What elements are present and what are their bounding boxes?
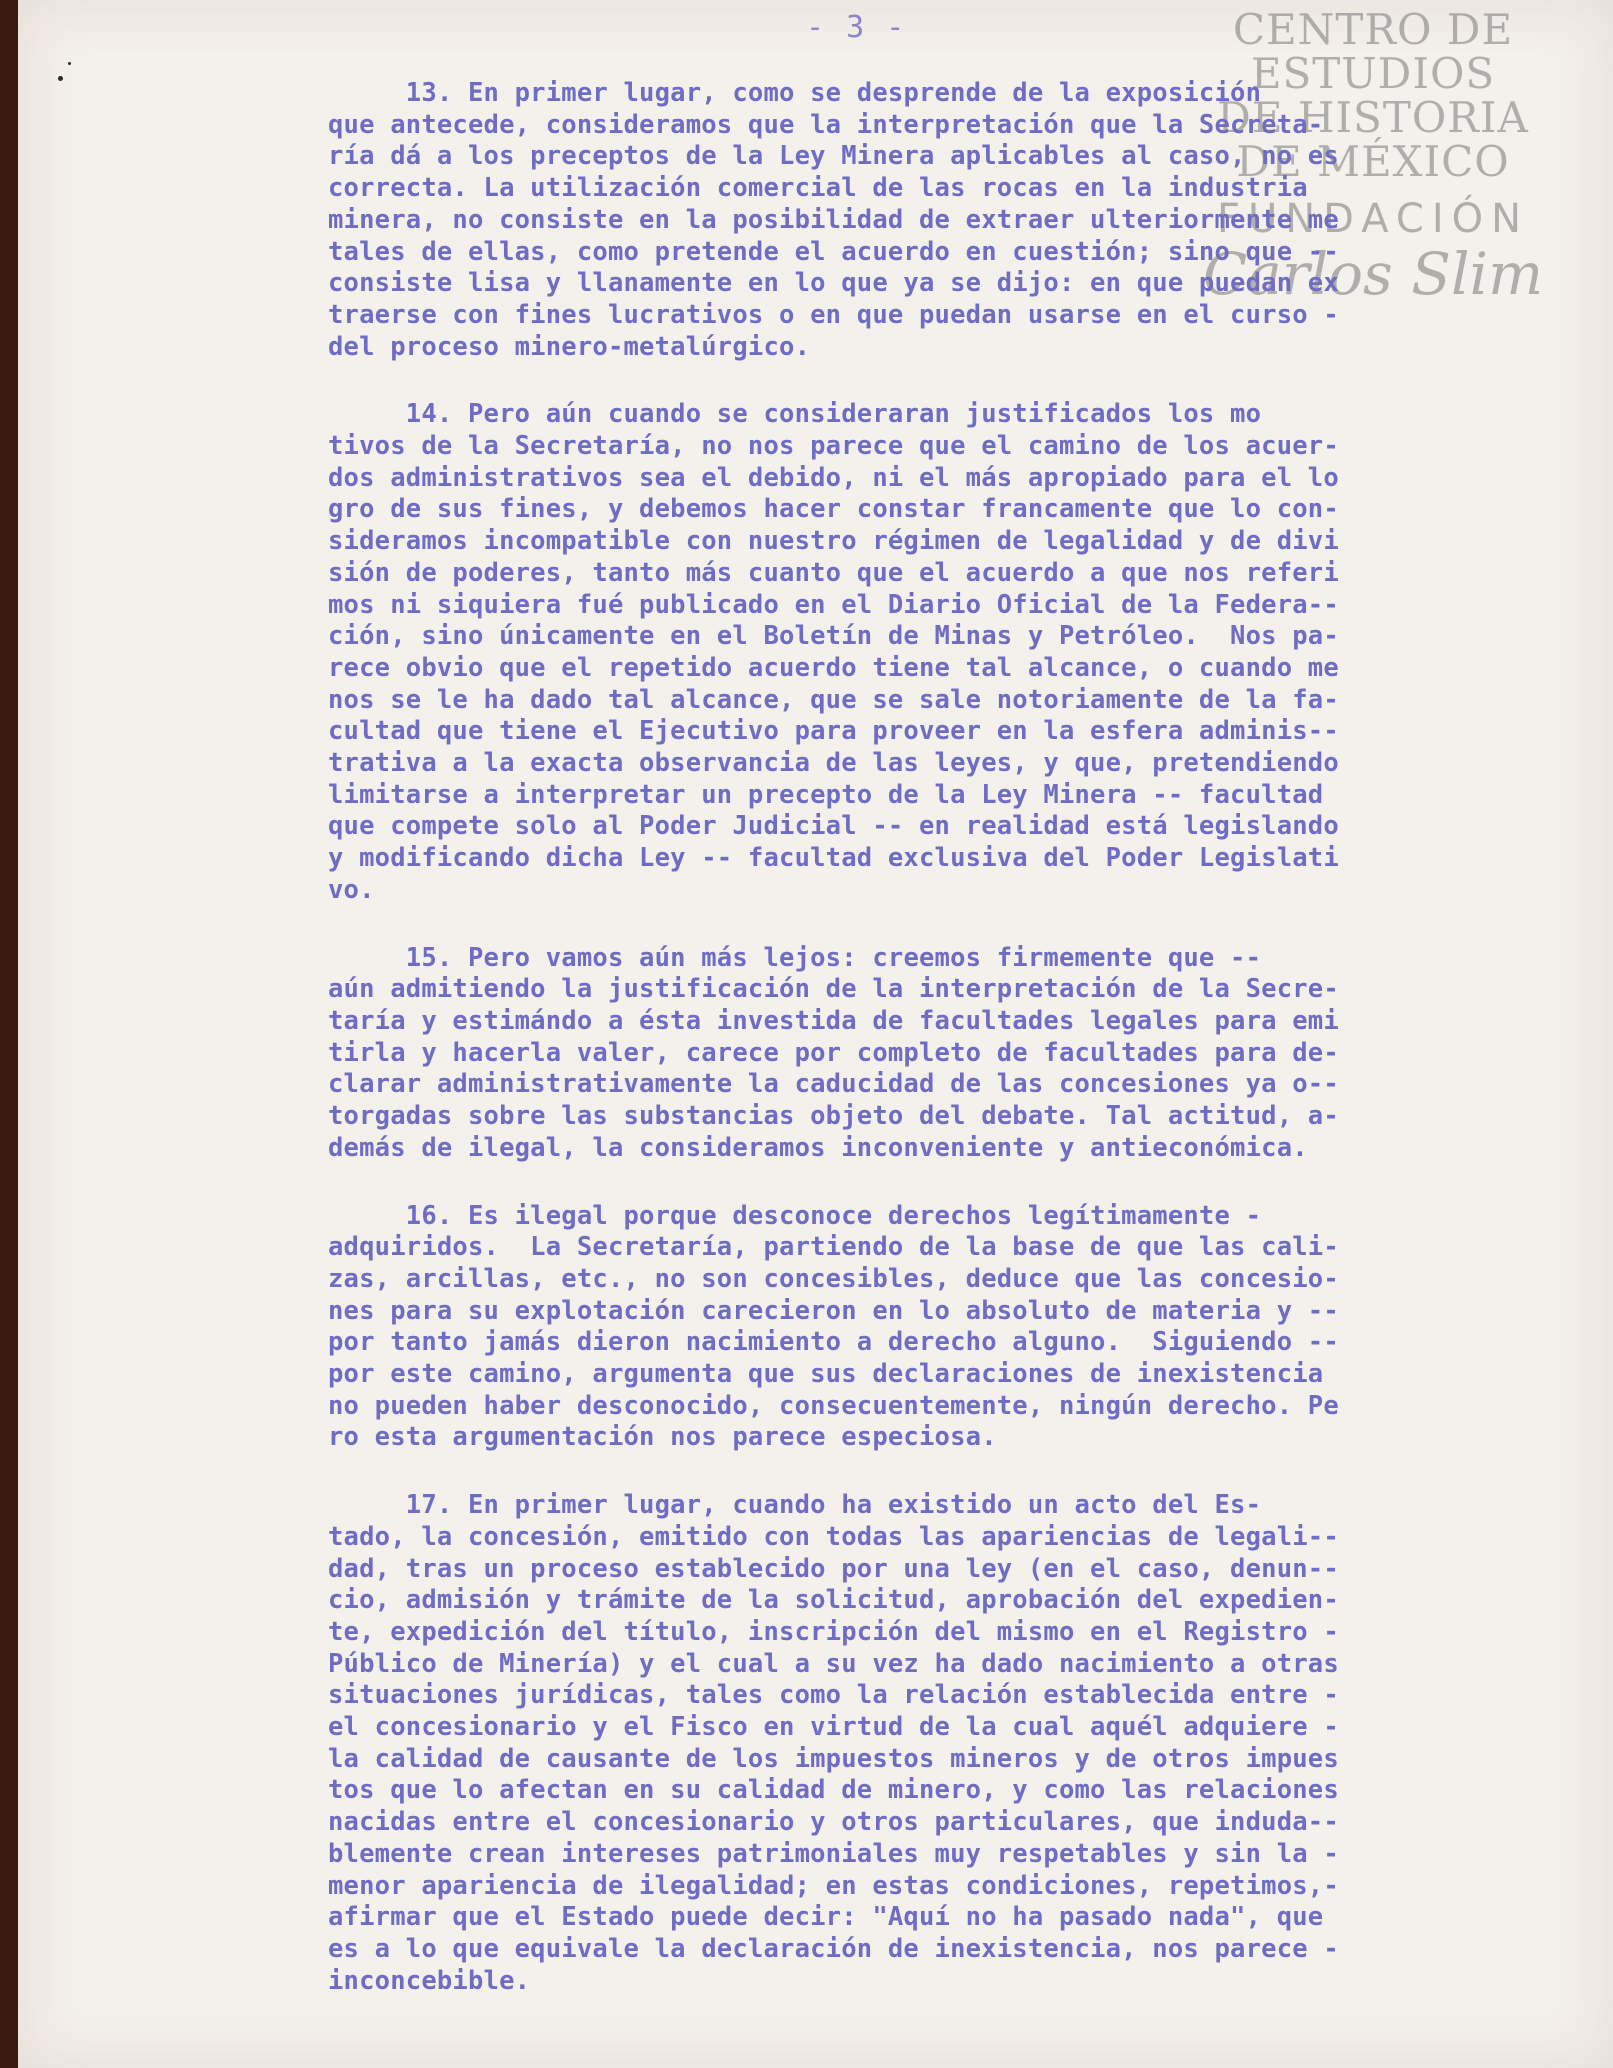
- watermark-line: DE MÉXICO: [1236, 137, 1510, 187]
- text-line: rece obvio que el repetido acuerdo tiene tal alcance, o cuando me: [328, 652, 1339, 683]
- text-line: 14. Pero aún cuando se consideraran justificados los mo: [328, 399, 1262, 430]
- text-line: tirla y hacerla valer, carece por completo de facultades para de-: [328, 1037, 1339, 1068]
- text-line: zas, arcillas, etc., no son concesibles, deduce que las concesio-: [328, 1263, 1339, 1294]
- paragraph-13: [328, 78, 1588, 363]
- text-line: torgadas sobre las substancias objeto del debate. Tal actitud, a-: [328, 1101, 1339, 1132]
- text-line: 13. En primer lugar, como se desprende de la exposición: [328, 78, 1262, 108]
- page-number: - 3 -: [806, 10, 907, 45]
- text-line: tales de ellas, como pretende el acuerdo en cuestión; sino que --: [328, 236, 1339, 267]
- text-line: correcta. La utilización comercial de las rocas en la industria: [328, 173, 1308, 204]
- text-line: y modificando dicha Ley -- facultad exclusiva del Poder Legislati: [328, 843, 1339, 874]
- text-line: vo.: [328, 874, 375, 905]
- text-line: dos administrativos sea el debido, ni el más apropiado para el lo: [328, 462, 1339, 493]
- text-line: menor apariencia de ilegalidad; en estas condiciones, repetimos,-: [328, 1870, 1339, 1901]
- text-line: trativa a la exacta observancia de las leyes, y que, pretendiendo: [328, 748, 1339, 779]
- text-line: tado, la concesión, emitido con todas las apariencias de legali--: [328, 1521, 1339, 1552]
- text-line: 17. En primer lugar, cuando ha existido un acto del Es-: [328, 1490, 1262, 1521]
- text-line: taría y estimándo a ésta investida de facultades legales para emi: [328, 1005, 1339, 1036]
- text-line: el concesionario y el Fisco en virtud de la cual aquél adquiere -: [328, 1712, 1339, 1743]
- watermark-foundation: FUNDACIÓN: [1216, 196, 1530, 243]
- text-line: que antecede, consideramos que la interpretación que la Secreta-: [328, 109, 1324, 140]
- text-line: aún admitiendo la justificación de la interpretación de la Secre-: [328, 974, 1339, 1005]
- text-line: dad, tras un proceso establecido por una ley (en el caso, denun--: [328, 1553, 1339, 1584]
- text-line: minera, no consiste en la posibilidad de extraer ulteriormente me: [328, 204, 1339, 235]
- text-line: nes para su explotación carecieron en lo absoluto de materia y --: [328, 1295, 1339, 1326]
- text-line: traerse con fines lucrativos o en que puedan usarse en el curso -: [328, 299, 1339, 330]
- text-line: cultad que tiene el Ejecutivo para proveer en la esfera adminis--: [328, 716, 1339, 747]
- text-line: que compete solo al Poder Judicial -- en realidad está legislando: [328, 811, 1339, 842]
- watermark-line: ESTUDIOS: [1250, 49, 1496, 99]
- text-line: 15. Pero vamos aún más lejos: creemos firmemente que --: [328, 942, 1262, 973]
- text-line: afirmar que el Estado puede decir: "Aquí no ha pasado nada", que: [328, 1902, 1324, 1933]
- text-line: ro esta argumentación nos parece especiosa.: [328, 1422, 997, 1453]
- text-line: blemente crean intereses patrimoniales muy respetables y sin la -: [328, 1838, 1339, 1869]
- text-line: inconcebible.: [328, 1965, 531, 1996]
- paragraph-16: [328, 1201, 1588, 1455]
- ink-speck: [68, 62, 71, 65]
- text-line: nacidas entre el concesionario y otros particulares, que induda--: [328, 1807, 1339, 1838]
- text-line: consiste lisa y llanamente en lo que ya se dijo: en que puedan ex: [328, 268, 1339, 299]
- text-line: tivos de la Secretaría, no nos parece que el camino de los acuer-: [328, 431, 1339, 462]
- text-line: mos ni siquiera fué publicado en el Diario Oficial de la Federa--: [328, 589, 1339, 620]
- text-line: te, expedición del título, inscripción del mismo en el Registro -: [328, 1616, 1339, 1647]
- text-line: por tanto jamás dieron nacimiento a derecho alguno. Siguiendo --: [328, 1327, 1339, 1358]
- document-page: [18, 0, 1613, 2068]
- watermark-signature: Carlos Slim: [1202, 240, 1544, 309]
- text-line: situaciones jurídicas, tales como la relación establecida entre -: [328, 1680, 1339, 1711]
- watermark-line: CENTRO DE: [1232, 5, 1514, 54]
- text-line: nos se le ha dado tal alcance, que se sale notoriamente de la fa-: [328, 684, 1339, 715]
- text-line: ción, sino únicamente en el Boletín de Minas y Petróleo. Nos pa-: [328, 621, 1339, 652]
- text-line: no pueden haber desconocido, consecuentemente, ningún derecho. Pe: [328, 1390, 1339, 1421]
- text-line: del proceso minero-metalúrgico.: [328, 331, 811, 362]
- text-line: por este camino, argumenta que sus declaraciones de inexistencia: [328, 1359, 1324, 1390]
- text-line: la calidad de causante de los impuestos mineros y de otros impues: [328, 1743, 1339, 1774]
- paragraph-14: [328, 399, 1588, 906]
- text-line: sideramos incompatible con nuestro régimen de legalidad y de divi: [328, 526, 1339, 557]
- text-line: Público de Minería) y el cual a su vez ha dado nacimiento a otras: [328, 1648, 1339, 1679]
- text-line: 16. Es ilegal porque desconoce derechos legítimamente -: [328, 1200, 1262, 1231]
- text-line: tos que lo afectan en su calidad de minero, y como las relaciones: [328, 1775, 1339, 1806]
- text-line: cio, admisión y trámite de la solicitud, aprobación del expedien-: [328, 1585, 1339, 1616]
- watermark-line: DE HISTORIA: [1217, 93, 1529, 143]
- document-body: [328, 78, 1588, 2033]
- text-line: limitarse a interpretar un precepto de la Ley Minera -- facultad: [328, 779, 1324, 810]
- text-line: demás de ilegal, la consideramos inconveniente y antieconómica.: [328, 1132, 1308, 1163]
- text-line: ría dá a los preceptos de la Ley Minera aplicables al caso, no es: [328, 141, 1339, 172]
- text-line: es a lo que equivale la declaración de inexistencia, nos parece -: [328, 1933, 1339, 1964]
- text-line: sión de poderes, tanto más cuanto que el acuerdo a que nos referi: [328, 557, 1339, 588]
- ink-speck: [58, 76, 63, 81]
- text-line: gro de sus fines, y debemos hacer constar francamente que lo con-: [328, 494, 1339, 525]
- text-line: clarar administrativamente la caducidad de las concesiones ya o--: [328, 1069, 1339, 1100]
- text-line: adquiridos. La Secretaría, partiendo de la base de que las cali-: [328, 1232, 1339, 1263]
- paragraph-17: [328, 1490, 1588, 1997]
- paragraph-15: [328, 943, 1588, 1165]
